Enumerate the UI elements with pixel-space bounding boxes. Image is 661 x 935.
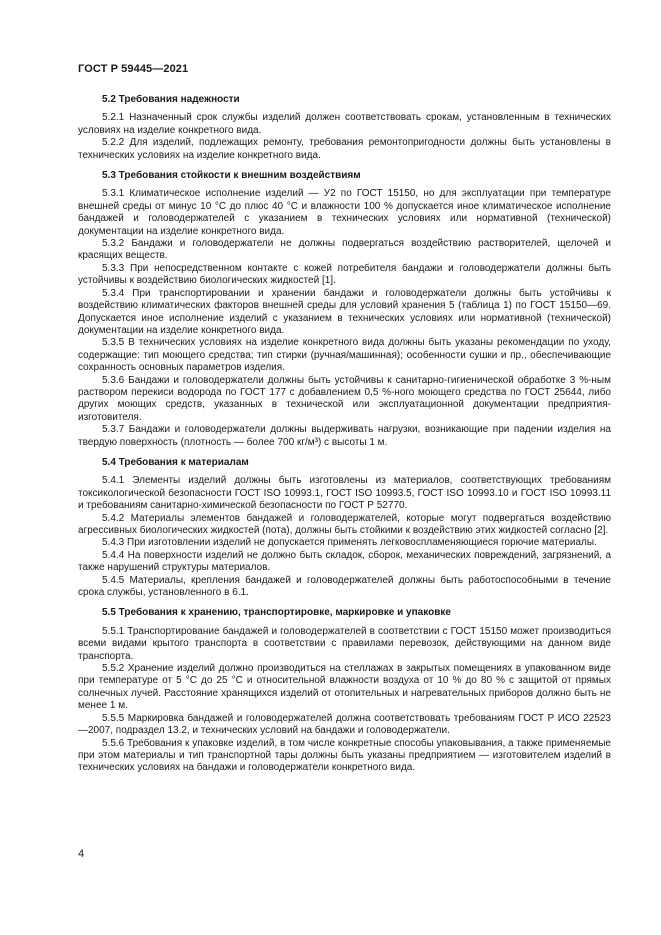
section-heading: 5.2 Требования надежности: [102, 94, 240, 105]
paragraph-5-5-1: 5.5.1 Транспортирование бандажей и головодержателей в соответствии с ГОСТ 15150 может производиться всеми видами крытого транспорта в соответствии с правилами перевозок, действующими на данном виде транспорта.: [78, 625, 611, 662]
document-body: [78, 90, 611, 783]
document-header: ГОСТ Р 59445—2021: [78, 63, 189, 75]
paragraph-5-3-7: 5.3.7 Бандажи и головодержатели должны выдерживать нагрузки, возникающие при падении изделия на твердую поверхность (плотность — более 700 кг/м³) с высоты 1 м.: [78, 424, 611, 448]
paragraph-5-2-2: 5.2.2 Для изделий, подлежащих ремонту, требования ремонтопригодности должны быть установлены в технических условиях на изделие конкретного вида.: [78, 137, 611, 161]
paragraph-5-4-5: 5.4.5 Материалы, крепления бандажей и головодержателей должны быть работоспособными в течение срока службы, установленного в 6.1.: [78, 574, 611, 599]
paragraph-5-4-2: 5.4.2 Материалы элементов бандажей и головодержателей, которые могут подвергаться воздействию агрессивных биологических жидкостей (пота), должны быть стойкими к воздействию этих жидкостей согласно [2].: [78, 512, 611, 536]
paragraph-5-3-6: 5.3.6 Бандажи и головодержатели должны быть устойчивы к санитарно-гигиенической обработке 3 %-ным раствором перекиси водорода по ГОСТ 177 с добавлением 0,5 %-ного моющего средства по ГОСТ 25644, либо других моющих средств, указанных в технической или эксплуатационной документации предприятия-изготовителя.: [78, 374, 611, 423]
page-number: 4: [78, 848, 85, 860]
paragraph-5-5-5: 5.5.5 Маркировка бандажей и головодержателей должна соответствовать требованиям ГОСТ Р ИСО 22523—2007, подраздел 13.2, и технических условий на бандажи и головодержатели.: [78, 712, 611, 737]
paragraph-5-3-4: 5.3.4 При транспортировании и хранении бандажи и головодержатели должны быть устойчивы к воздействию климатических факторов внешней среды для условий хранения 5 (таблица 1) по ГОСТ 15150—69. Допускается иное исполнение изделий с указанием в технических условиях или нормативной (технической) документации на изделие конкретного вида.: [78, 287, 611, 336]
section-heading: 5.4 Требования к материалам: [102, 456, 249, 468]
paragraph-5-4-3: 5.4.3 При изготовлении изделий не допускается применять легковоспламеняющиеся горючие материалы.: [102, 537, 597, 549]
section-5-5: [78, 607, 611, 774]
section-5-2: [78, 94, 611, 162]
paragraph-5-3-2: 5.3.2 Бандажи и головодержатели не должны подвергаться воздействию растворителей, щелочей и красящих веществ.: [78, 238, 611, 262]
paragraph-5-3-3: 5.3.3 При непосредственном контакте с кожей потребителя бандажи и головодержатели должны быть устойчивы к воздействию биологических жидкостей [1].: [78, 262, 611, 287]
paragraph-5-4-4: 5.4.4 На поверхности изделий не должно быть складок, сборок, механических повреждений, загрязнений, а также нарушений структуры материалов.: [78, 549, 611, 574]
paragraph-5-5-2: 5.5.2 Хранение изделий должно производиться на стеллажах в закрытых помещениях в упакованном виде при температуре от 5 °С до 25 °С и относительной влажности воздуха от 10 % до 80 % с защитой от прямых солнечных лучей. Расстояние хранящихся изделий от отопительных и нагревательных приборов должно быть не менее 1 м.: [78, 663, 611, 712]
section-heading: 5.5 Требования к хранению, транспортировке, маркировке и упаковке: [102, 607, 451, 619]
paragraph-5-2-1: 5.2.1 Назначенный срок службы изделий должен соответствовать срокам, установленным в технических условиях на изделие конкретного вида.: [78, 112, 611, 136]
paragraph-5-5-6: 5.5.6 Требования к упаковке изделий, в том числе конкретные способы упаковывания, а также применяемые при этом материалы и тип транспортной тары должны быть указаны предприятием — изготовителем изделий в технических условиях на бандажи и головодержатели конкретного вида.: [78, 737, 611, 774]
section-5-3: [78, 170, 611, 449]
section-5-4: [78, 457, 611, 599]
paragraph-5-4-1: 5.4.1 Элементы изделий должны быть изготовлены из материалов, соответствующих требованиям токсикологической безопасности ГОСТ ISO 10993.1, ГОСТ ISO 10993.5, ГОСТ ISO 10993.10 и ГОСТ ISO 10993.11 и требованиям санитарно-химической безопасности по ГОСТ Р 52770.: [78, 475, 611, 512]
section-heading: 5.3 Требования стойкости к внешним воздействиям: [102, 170, 361, 182]
paragraph-5-3-1: 5.3.1 Климатическое исполнение изделий — У2 по ГОСТ 15150, но для эксплуатации при температуре внешней среды от минус 10 °С до плюс 40 °С и влажности 100 % допускается иное климатическое исполнение бандажей и головодержателей с указанием в технических условиях или нормативной (технической) документации на изделие конкретного вида.: [78, 188, 611, 237]
paragraph-5-3-5: 5.3.5 В технических условиях на изделие конкретного вида должны быть указаны рекомендации по уходу, содержащие: тип моющего средства; тип стирки (ручная/машинная); особенности сушки и пр., обеспечивающие сохранность основных параметров изделия.: [78, 337, 611, 374]
